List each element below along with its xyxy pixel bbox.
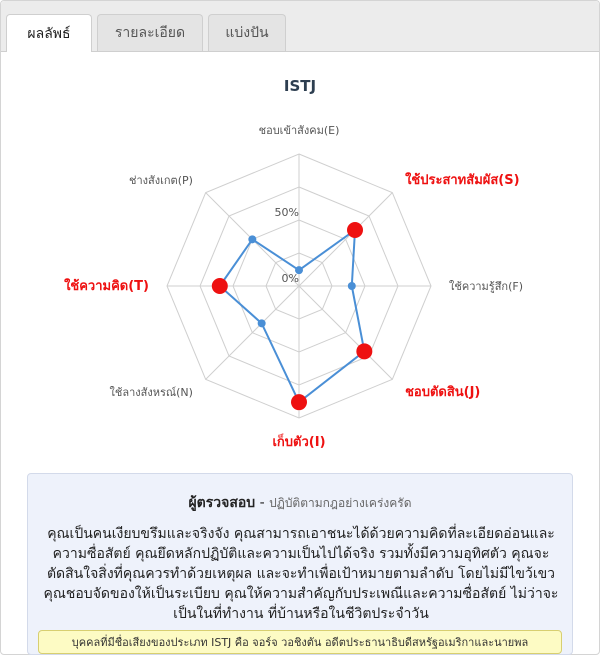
tab-details[interactable]: รายละเอียด [97,14,203,51]
panel-heading [28,492,572,514]
radar-axis-label: ใช้ความคิด(T) [64,279,149,294]
radar-point [248,235,256,243]
radar-axis-label: ใช้ประสาทสัมผัส(S) [405,172,520,188]
tab-results[interactable]: ผลลัพธ์ [6,14,92,52]
type-description: คุณเป็นคนเงียบขรึมและจริงจัง คุณสามารถเอาชนะได้ด้วยความคิดที่ละเอียดอ่อนและความซื่อสัตย์ คุณยึดหลักปฏิบัติและความเป็นไปได้จริง รวมทั้งมีความอุทิศตัว คุณจะตัดสินใจสิ่งที่คุณควรทำด้วยเหตุผล และจะทำเพื่อเป้าหมายตามลำดับ โดยไม่มีไขว้เขว คุณชอบจัดของให้เป็นระเบียบ คุณให้ความสำคัญกับประเพณีและความซื่อสัตย์ ไม่ว่าจะเป็นในที่ทำงาน ที่บ้านหรือในชีวิตประจำวัน [43,526,559,622]
radar-axis-label: ชอบเข้าสังคม(E) [258,124,340,137]
radar-point [212,278,228,294]
radar-axis-label: ใช้ความรู้สึก(F) [449,280,523,293]
radar-ring-label: 50% [274,206,299,219]
radar-axis-label: เก็บตัว(I) [272,435,326,450]
description-panel [27,473,573,655]
chart-title: ISTJ [283,77,317,95]
radar-chart [1,1,599,471]
radar-axis-label: ช่างสังเกต(P) [129,173,193,187]
tab-share[interactable]: แบ่งปัน [208,14,286,51]
type-tagline: ปฏิบัติตามกฎอย่างเคร่งครัด [269,496,412,510]
famous-person-note: บุคคลที่มีชื่อเสียงของประเภท ISTJ คือ จอร์จ วอชิงตัน อดีตประธานาธิบดีสหรัฐอเมริกาและนายพล [38,630,562,654]
radar-point [356,343,372,359]
radar-axis-label: ชอบตัดสิน(J) [405,385,481,401]
radar-point [347,222,363,238]
type-name: ผู้ตรวจสอบ [188,495,256,511]
radar-axis-label: ใช้ลางสังหรณ์(N) [109,386,193,400]
radar-point [348,282,356,290]
heading-separator: - [255,495,270,511]
radar-point [258,319,266,327]
radar-grid [167,154,431,418]
radar-ring-label: 0% [281,272,299,285]
radar-point [291,394,307,410]
